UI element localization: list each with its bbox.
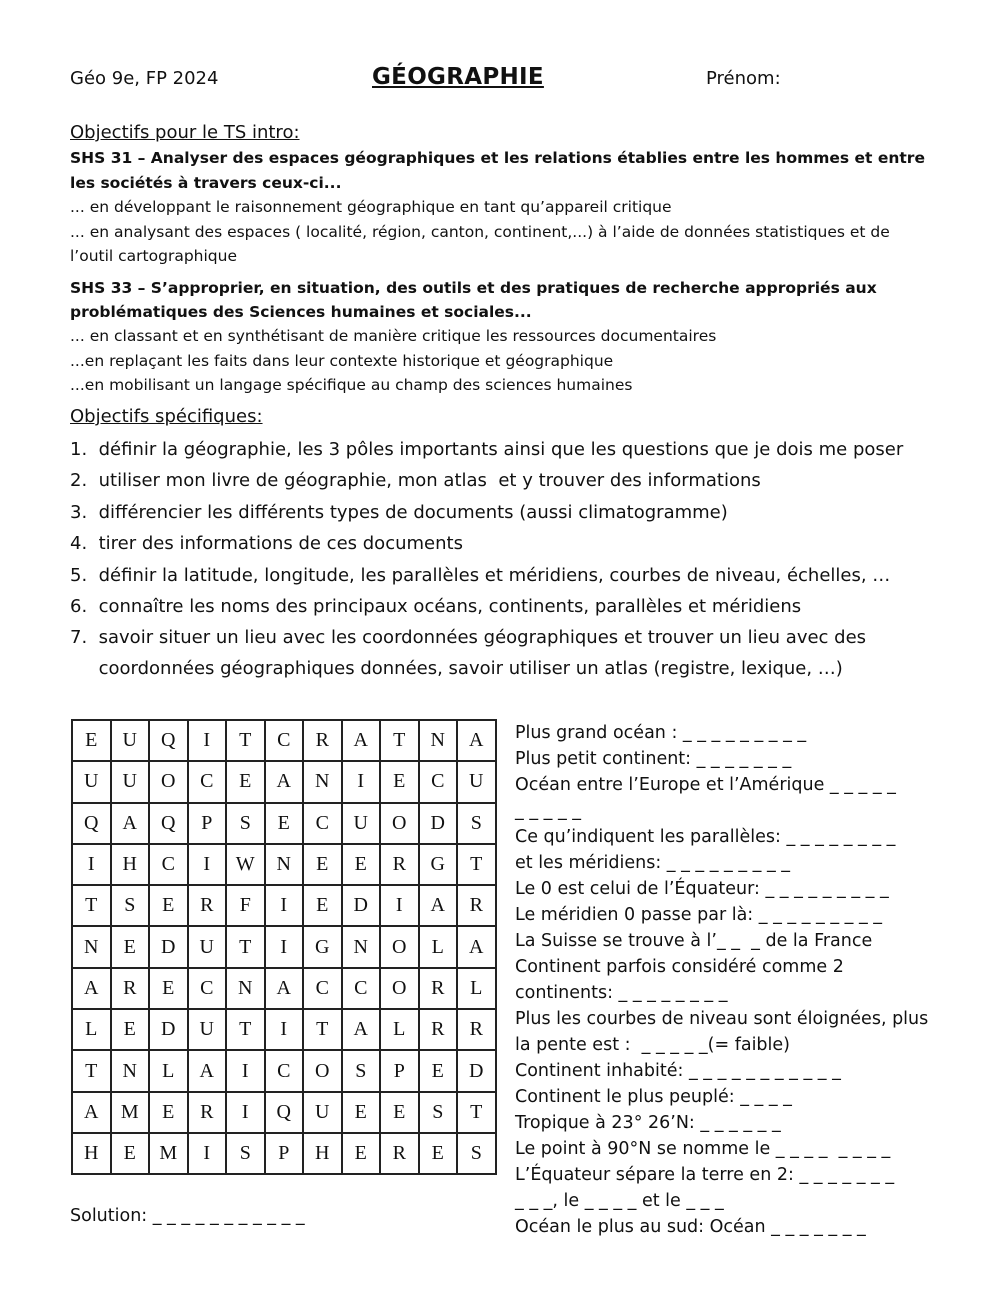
shs33-item: ...en mobilisant un langage spécifique au champ des sciences humaines [70, 376, 633, 394]
grid-cell[interactable]: N [72, 926, 111, 967]
grid-cell[interactable]: Q [72, 803, 111, 844]
clue-line: et les méridiens: _ _ _ _ _ _ _ _ _ [515, 853, 791, 873]
grid-cell[interactable]: D [149, 926, 188, 967]
grid-cell[interactable]: A [72, 1092, 111, 1133]
grid-cell[interactable]: A [265, 968, 304, 1009]
grid-cell[interactable]: U [342, 803, 381, 844]
grid-cell[interactable]: U [457, 761, 496, 802]
grid-cell[interactable]: R [380, 844, 419, 885]
grid-cell[interactable]: I [188, 844, 227, 885]
objective-item: 6. connaître les noms des principaux océans, continents, parallèles et méridiens [70, 596, 802, 617]
grid-cell[interactable]: A [457, 926, 496, 967]
grid-cell[interactable]: Q [265, 1092, 304, 1133]
grid-cell[interactable]: R [419, 968, 458, 1009]
grid-cell[interactable]: T [72, 1050, 111, 1091]
grid-cell[interactable]: P [265, 1133, 304, 1174]
grid-cell[interactable]: R [188, 1092, 227, 1133]
grid-cell[interactable]: L [72, 1009, 111, 1050]
grid-cell[interactable]: T [226, 926, 265, 967]
grid-cell[interactable]: D [457, 1050, 496, 1091]
grid-row [72, 1133, 496, 1174]
grid-cell[interactable]: U [188, 1009, 227, 1050]
shs33-title-line1: SHS 33 – S’approprier, en situation, des outils et des pratiques de recherche appropriés aux [70, 279, 877, 297]
solution-field[interactable]: Solution: _ _ _ _ _ _ _ _ _ _ _ [70, 1206, 305, 1226]
grid-cell[interactable]: I [265, 1009, 304, 1050]
clue-line: Océan entre l’Europe et l’Amérique _ _ _ _ _ [515, 775, 896, 795]
grid-cell[interactable]: R [188, 885, 227, 926]
grid-cell[interactable]: H [111, 844, 150, 885]
grid-cell[interactable]: O [380, 968, 419, 1009]
grid-cell[interactable]: R [457, 1009, 496, 1050]
grid-row [72, 761, 496, 802]
grid-cell[interactable]: E [419, 1050, 458, 1091]
grid-cell[interactable]: C [149, 844, 188, 885]
grid-cell[interactable]: L [380, 1009, 419, 1050]
shs33-item: ...en replaçant les faits dans leur contexte historique et géographique [70, 352, 614, 370]
clue-line: la pente est : _ _ _ _ _(= faible) [515, 1035, 791, 1055]
clue-line: Océan le plus au sud: Océan _ _ _ _ _ _ _ [515, 1217, 866, 1237]
grid-cell[interactable]: N [419, 720, 458, 761]
grid-cell[interactable]: E [111, 1009, 150, 1050]
clue-line: Le 0 est celui de l’Équateur: _ _ _ _ _ _ _ _ _ [515, 879, 889, 899]
grid-cell[interactable]: T [457, 1092, 496, 1133]
grid-cell[interactable]: S [111, 885, 150, 926]
grid-cell[interactable]: O [380, 926, 419, 967]
grid-cell[interactable]: T [226, 1009, 265, 1050]
clue-line: _ _ _, le _ _ _ _ et le _ _ _ [515, 1191, 724, 1211]
shs33-title-line2: problématiques des Sciences humaines et sociales... [70, 303, 532, 321]
shs31-item: ... en développant le raisonnement géographique en tant qu’appareil critique [70, 198, 672, 216]
grid-cell[interactable]: C [303, 968, 342, 1009]
grid-cell[interactable]: A [265, 761, 304, 802]
objective-item: coordonnées géographiques données, savoir utiliser un atlas (registre, lexique, …) [70, 658, 843, 679]
objective-item: 3. différencier les différents types de documents (aussi climatogramme) [70, 502, 728, 523]
grid-cell[interactable]: C [265, 720, 304, 761]
grid-cell[interactable]: R [457, 885, 496, 926]
grid-cell[interactable]: P [188, 803, 227, 844]
grid-cell[interactable]: M [111, 1092, 150, 1133]
grid-cell[interactable]: E [265, 803, 304, 844]
grid-cell[interactable]: E [303, 844, 342, 885]
grid-cell[interactable]: H [303, 1133, 342, 1174]
grid-cell[interactable]: R [303, 720, 342, 761]
grid-cell[interactable]: E [149, 1092, 188, 1133]
grid-cell[interactable]: S [226, 1133, 265, 1174]
grid-cell[interactable]: D [149, 1009, 188, 1050]
grid-cell[interactable]: I [226, 1050, 265, 1091]
word-search-grid [71, 719, 497, 1175]
course-label: Géo 9e, FP 2024 [70, 68, 219, 89]
grid-row [72, 844, 496, 885]
grid-cell[interactable]: U [188, 926, 227, 967]
grid-cell[interactable]: A [457, 720, 496, 761]
shs33-item: ... en classant et en synthétisant de manière critique les ressources documentaires [70, 327, 717, 345]
clue-line: Ce qu’indiquent les parallèles: _ _ _ _ _ _ _ _ [515, 827, 896, 847]
grid-cell[interactable]: I [342, 761, 381, 802]
grid-cell[interactable]: S [457, 803, 496, 844]
grid-row [72, 1092, 496, 1133]
grid-row [72, 885, 496, 926]
grid-cell[interactable]: S [342, 1050, 381, 1091]
grid-cell[interactable]: R [380, 1133, 419, 1174]
grid-cell[interactable]: I [72, 844, 111, 885]
grid-cell[interactable]: A [342, 720, 381, 761]
clue-line: Le méridien 0 passe par là: _ _ _ _ _ _ _ _ _ [515, 905, 883, 925]
grid-cell[interactable]: C [188, 968, 227, 1009]
grid-cell[interactable]: L [419, 926, 458, 967]
objective-item: 2. utiliser mon livre de géographie, mon atlas et y trouver des informations [70, 470, 761, 491]
grid-cell[interactable]: C [419, 761, 458, 802]
clue-line: Continent inhabité: _ _ _ _ _ _ _ _ _ _ _ [515, 1061, 841, 1081]
grid-cell[interactable]: W [226, 844, 265, 885]
clue-line: _ _ _ _ _ [515, 801, 582, 821]
grid-cell[interactable]: E [149, 885, 188, 926]
grid-cell[interactable]: P [380, 1050, 419, 1091]
shs31-title-line2: les sociétés à travers ceux-ci... [70, 174, 342, 192]
intro-objectives-heading: Objectifs pour le TS intro: [70, 122, 300, 143]
shs31-item: l’outil cartographique [70, 247, 237, 265]
grid-cell[interactable]: E [342, 1092, 381, 1133]
grid-cell[interactable]: E [111, 926, 150, 967]
grid-cell[interactable]: E [342, 844, 381, 885]
grid-cell[interactable]: N [226, 968, 265, 1009]
clue-line: La Suisse se trouve à l’_ _ _ de la France [515, 931, 873, 951]
grid-row [72, 1009, 496, 1050]
grid-cell[interactable]: D [342, 885, 381, 926]
grid-cell[interactable]: R [419, 1009, 458, 1050]
grid-cell[interactable]: O [149, 761, 188, 802]
grid-cell[interactable]: Q [149, 720, 188, 761]
objective-item: 7. savoir situer un lieu avec les coordonnées géographiques et trouver un lieu avec des [70, 627, 867, 648]
grid-cell[interactable]: O [303, 1050, 342, 1091]
clue-line: Plus les courbes de niveau sont éloignées, plus [515, 1009, 929, 1029]
clue-line: Continent parfois considéré comme 2 [515, 957, 844, 977]
grid-cell[interactable]: C [303, 803, 342, 844]
objective-item: 1. définir la géographie, les 3 pôles importants ainsi que les questions que je dois me poser [70, 439, 904, 460]
grid-cell[interactable]: E [380, 761, 419, 802]
objective-item: 5. définir la latitude, longitude, les parallèles et méridiens, courbes de niveau, échelles, … [70, 565, 891, 586]
clue-line: Tropique à 23° 26’N: _ _ _ _ _ _ [515, 1113, 781, 1133]
grid-cell[interactable]: C [188, 761, 227, 802]
grid-cell[interactable]: I [226, 1092, 265, 1133]
grid-cell[interactable]: M [149, 1133, 188, 1174]
clue-line: continents: _ _ _ _ _ _ _ _ [515, 983, 728, 1003]
grid-row [72, 803, 496, 844]
grid-cell[interactable]: E [419, 1133, 458, 1174]
grid-cell[interactable]: T [457, 844, 496, 885]
grid-cell[interactable]: E [303, 885, 342, 926]
grid-cell[interactable]: E [72, 720, 111, 761]
specific-objectives-heading: Objectifs spécifiques: [70, 406, 263, 427]
first-name-label: Prénom: [706, 68, 781, 89]
grid-row [72, 1050, 496, 1091]
grid-cell[interactable]: C [265, 1050, 304, 1091]
grid-cell[interactable]: I [188, 720, 227, 761]
grid-cell[interactable]: S [457, 1133, 496, 1174]
grid-cell[interactable]: C [342, 968, 381, 1009]
grid-cell[interactable]: N [303, 761, 342, 802]
grid-cell[interactable]: I [265, 926, 304, 967]
grid-cell[interactable]: N [265, 844, 304, 885]
grid-cell[interactable]: I [380, 885, 419, 926]
grid-cell[interactable]: T [72, 885, 111, 926]
grid-cell[interactable]: O [380, 803, 419, 844]
grid-cell[interactable]: D [419, 803, 458, 844]
grid-cell[interactable]: I [265, 885, 304, 926]
grid-cell[interactable]: L [457, 968, 496, 1009]
grid-row [72, 968, 496, 1009]
grid-cell[interactable]: U [111, 761, 150, 802]
grid-cell[interactable]: E [226, 761, 265, 802]
grid-cell[interactable]: A [342, 1009, 381, 1050]
clue-line: Continent le plus peuplé: _ _ _ _ [515, 1087, 792, 1107]
grid-cell[interactable]: T [303, 1009, 342, 1050]
grid-cell[interactable]: L [149, 1050, 188, 1091]
shs31-title-line1: SHS 31 – Analyser des espaces géographiques et les relations établies entre les hommes et entre [70, 149, 925, 167]
grid-cell[interactable]: E [111, 1133, 150, 1174]
grid-cell[interactable]: N [111, 1050, 150, 1091]
grid-cell[interactable]: S [226, 803, 265, 844]
grid-cell[interactable]: A [188, 1050, 227, 1091]
shs31-item: ... en analysant des espaces ( localité, région, canton, continent,...) à l’aide de données statistiques et de [70, 223, 890, 241]
grid-cell[interactable]: T [226, 720, 265, 761]
grid-cell[interactable]: H [72, 1133, 111, 1174]
grid-cell[interactable]: S [419, 1092, 458, 1133]
grid-cell[interactable]: E [342, 1133, 381, 1174]
grid-cell[interactable]: E [149, 968, 188, 1009]
grid-cell[interactable]: G [303, 926, 342, 967]
grid-cell[interactable]: A [72, 968, 111, 1009]
clue-line: Plus petit continent: _ _ _ _ _ _ _ [515, 749, 792, 769]
grid-cell[interactable]: G [419, 844, 458, 885]
grid-cell[interactable]: T [380, 720, 419, 761]
grid-cell[interactable]: A [111, 803, 150, 844]
page-title: GÉOGRAPHIE [372, 64, 544, 90]
clue-line: Le point à 90°N se nomme le _ _ _ _ _ _ _ _ [515, 1139, 891, 1159]
grid-row [72, 720, 496, 761]
grid-cell[interactable]: U [72, 761, 111, 802]
grid-cell[interactable]: N [342, 926, 381, 967]
grid-cell[interactable]: A [419, 885, 458, 926]
grid-cell[interactable]: E [380, 1092, 419, 1133]
clue-line: Plus grand océan : _ _ _ _ _ _ _ _ _ [515, 723, 807, 743]
grid-cell[interactable]: F [226, 885, 265, 926]
grid-cell[interactable]: Q [149, 803, 188, 844]
grid-cell[interactable]: I [188, 1133, 227, 1174]
grid-cell[interactable]: U [111, 720, 150, 761]
objective-item: 4. tirer des informations de ces documents [70, 533, 463, 554]
grid-cell[interactable]: R [111, 968, 150, 1009]
clue-line: L’Équateur sépare la terre en 2: _ _ _ _ _ _ _ [515, 1165, 895, 1185]
grid-row [72, 926, 496, 967]
grid-cell[interactable]: U [303, 1092, 342, 1133]
